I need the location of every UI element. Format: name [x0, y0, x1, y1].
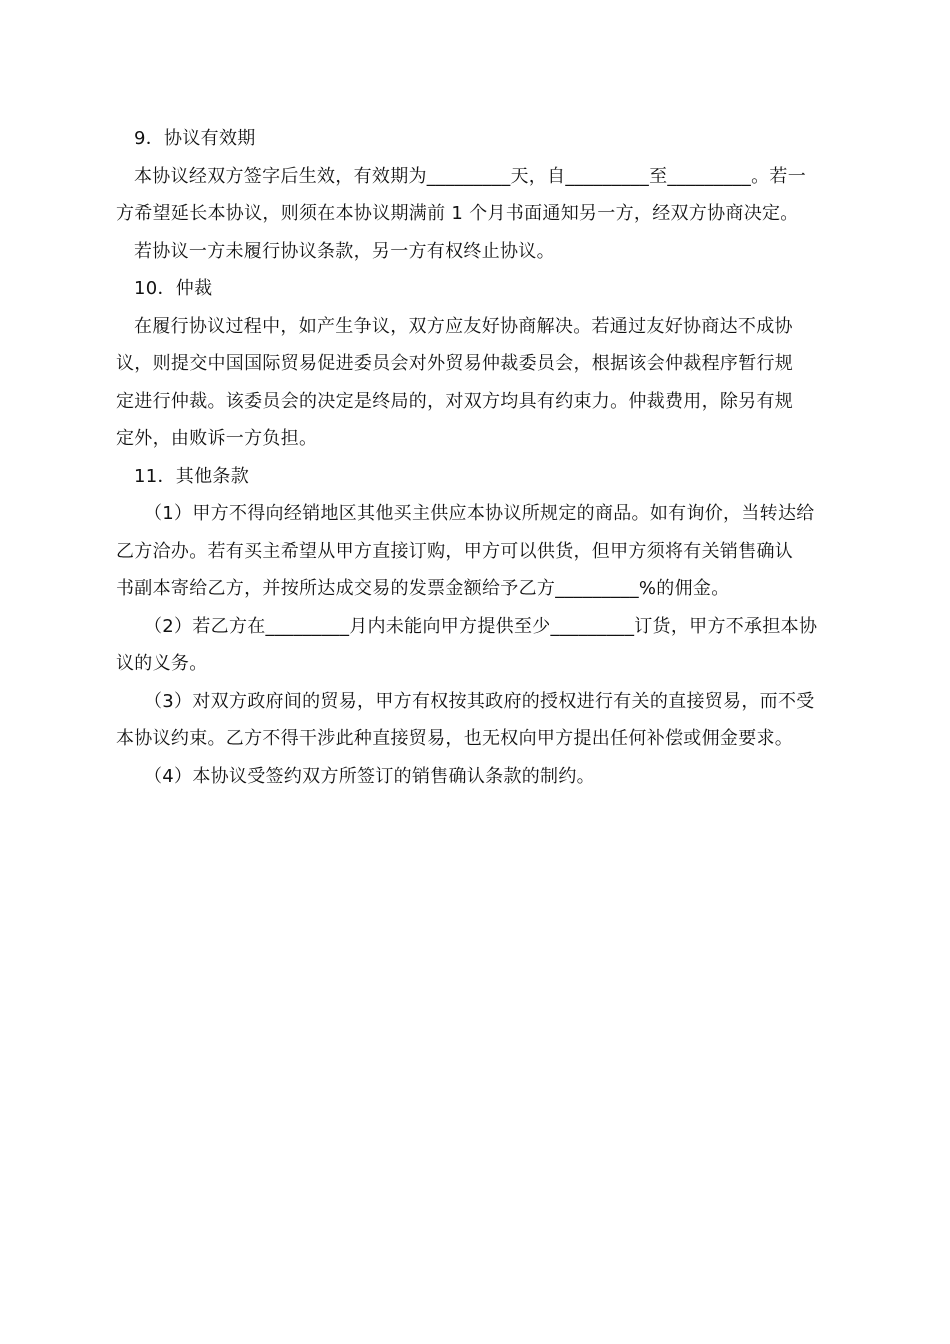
paragraph-line: 在履行协议过程中，如产生争议，双方应友好协商解决。若通过友好协商达不成协 — [134, 315, 793, 337]
paragraph-line: 定外，由败诉一方负担。 — [116, 428, 318, 449]
clause-line: （1）甲方不得向经销地区其他买主供应本协议所规定的商品。如有询价，当转达给 — [144, 503, 815, 524]
paragraph-line: 方希望延长本协议，则须在本协议期满前 1 个月书面通知另一方，经双方协商决定。 — [116, 203, 799, 224]
clause-line: 乙方洽办。若有买主希望从甲方直接订购，甲方可以供货，但甲方须将有关销售确认 — [116, 540, 794, 562]
paragraph-line: 本协议经双方签字后生效，有效期为_________天，自_________至_________。若一 — [134, 165, 806, 187]
section-heading-9: 9．协议有效期 — [134, 128, 256, 149]
clause-line: （4）本协议受签约双方所签订的销售确认条款的制约。 — [144, 765, 595, 787]
clause-line: （2）若乙方在_________月内未能向甲方提供至少_________订货，甲方不承担本协 — [144, 615, 818, 637]
section-heading-11: 11．其他条款 — [134, 465, 250, 487]
clause-line: 议的义务。 — [116, 653, 208, 674]
paragraph-line: 若协议一方未履行协议条款，另一方有权终止协议。 — [134, 240, 555, 262]
clause-line: （3）对双方政府间的贸易，甲方有权按其政府的授权进行有关的直接贸易，而不受 — [144, 690, 815, 712]
clause-line: 书副本寄给乙方，并按所达成交易的发票金额给予乙方_________%的佣金。 — [116, 578, 730, 599]
paragraph-line: 定进行仲裁。该委员会的决定是终局的，对双方均具有约束力。仲裁费用，除另有规 — [116, 390, 794, 412]
section-heading-10: 10．仲裁 — [134, 278, 213, 299]
document-body — [116, 120, 836, 795]
paragraph-line: 议，则提交中国国际贸易促进委员会对外贸易仲裁委员会，根据该会仲裁程序暂行规 — [116, 353, 794, 374]
clause-line: 本协议约束。乙方不得干涉此种直接贸易，也无权向甲方提出任何补偿或佣金要求。 — [116, 728, 794, 749]
